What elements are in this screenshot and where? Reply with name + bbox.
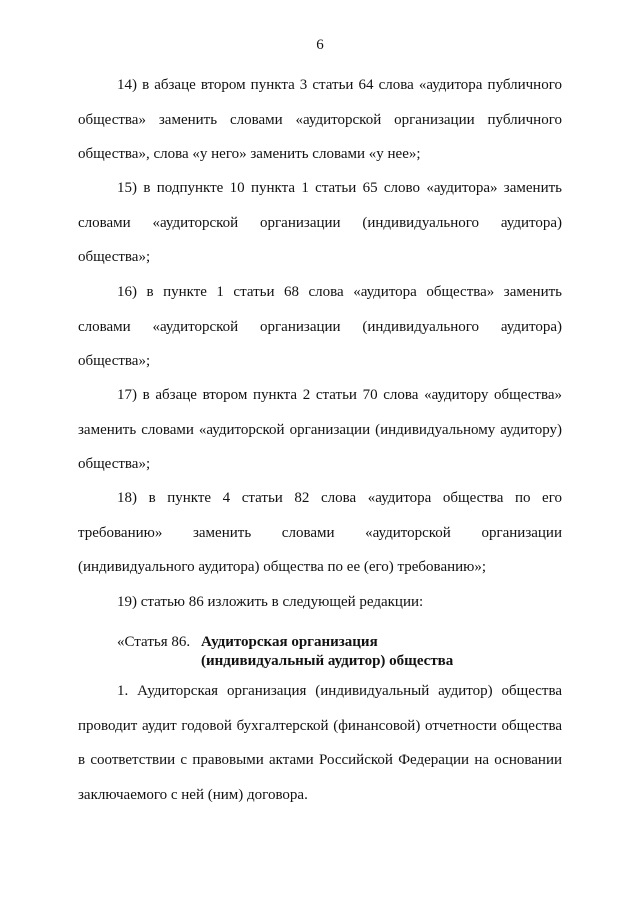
paragraph-19: 19) статью 86 изложить в следующей редакции: (117, 594, 424, 610)
paragraph-18: 18) в пункте 4 статьи 82 слова «аудитора общества по его требованию» заменить словами «аудиторской организации (индивидуального аудитора) общества по ее (его) требованию»; (78, 490, 562, 575)
paragraph-16: 16) в пункте 1 статьи 68 слова «аудитора общества» заменить словами «аудиторской организации (индивидуального аудитора) общества»; (78, 284, 562, 369)
article-label: «Статья 86. (117, 634, 191, 650)
article-title-line2: (индивидуальный аудитор) общества (201, 653, 454, 669)
paragraph-17: 17) в абзаце втором пункта 2 статьи 70 слова «аудитору общества» заменить словами «аудиторской организации (индивидуальному аудитору) общества»; (78, 387, 562, 472)
paragraph-15: 15) в подпункте 10 пункта 1 статьи 65 слово «аудитора» заменить словами «аудиторской организации (индивидуального аудитора) общества»; (78, 180, 562, 265)
article-title-line1: Аудиторская организация (201, 634, 378, 650)
paragraph-14: 14) в абзаце втором пункта 3 статьи 64 слова «аудитора публичного общества» заменить словами «аудиторской организации публичного общества», слова «у него» заменить словами «у нее»; (78, 77, 562, 162)
page-number: 6 (316, 37, 324, 53)
clause-1: 1. Аудиторская организация (индивидуальный аудитор) общества проводит аудит годовой бухгалтерской (финансовой) отчетности общества в соответствии с правовыми актами Российской Федерации на основании заключаемого с ней (ним) договора. (78, 683, 562, 803)
article-heading (117, 633, 453, 671)
